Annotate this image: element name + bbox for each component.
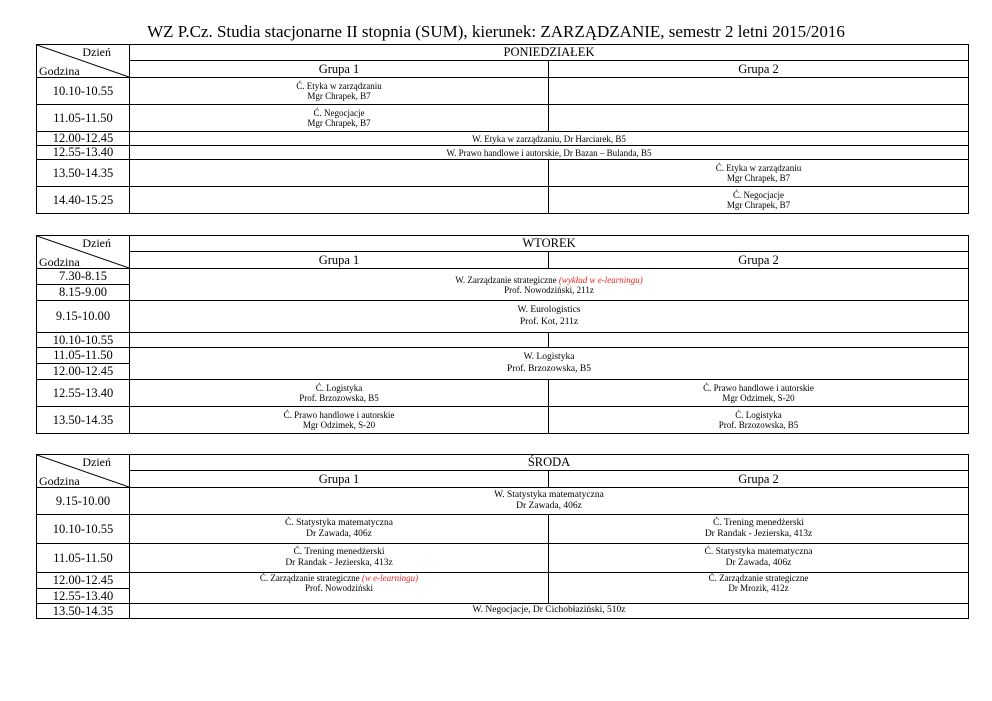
group-2-header: Grupa 2 xyxy=(549,471,969,488)
hour-cell: 7.30-8.15 xyxy=(37,269,130,285)
empty-cell xyxy=(130,160,549,187)
class-teacher-room: Dr Randak - Jezierska, 413z xyxy=(704,529,813,539)
table-corner-header xyxy=(37,45,130,78)
table-corner-header xyxy=(37,455,130,488)
group-1-header: Grupa 1 xyxy=(130,61,549,78)
class-teacher-room: Dr Mrozik, 412z xyxy=(728,583,789,593)
schedule-table-wednesday xyxy=(36,454,969,619)
class-cell-both-groups xyxy=(130,132,969,146)
hour-cell: 11.05-11.50 xyxy=(37,544,130,573)
empty-cell xyxy=(130,187,549,214)
class-title-text: W. Zarządzanie strategiczne xyxy=(455,274,559,285)
corner-hour-label: Godzina xyxy=(39,64,80,78)
class-cell-both-groups xyxy=(130,146,969,160)
group-2-header: Grupa 2 xyxy=(549,61,969,78)
schedule-table-tuesday xyxy=(36,235,969,434)
class-title: Ć. Prawo handlowe i autorskie xyxy=(703,383,814,393)
class-cell xyxy=(130,544,549,573)
class-title: Ć. Logistyka xyxy=(735,410,782,420)
class-title: Ć. Etyka w zarządzaniu xyxy=(715,163,802,173)
class-cell xyxy=(549,515,969,544)
class-cell xyxy=(130,573,549,604)
class-title: Ć. Trening menedżerski xyxy=(712,517,805,528)
class-title: Ć. Logistyka xyxy=(315,383,363,393)
class-cell xyxy=(549,160,969,187)
corner-hour-label: Godzina xyxy=(39,474,80,488)
class-cell xyxy=(130,78,549,105)
class-teacher-room: Mgr Odzimek, S-20 xyxy=(722,393,795,403)
schedule-table-monday xyxy=(36,44,969,214)
empty-cell xyxy=(130,333,549,348)
empty-cell xyxy=(549,78,969,105)
corner-day-label: Dzień xyxy=(82,236,111,250)
class-teacher-room: Prof. Nowodziński xyxy=(305,583,373,593)
class-title: Ć. Etyka w zarządzaniu xyxy=(296,81,382,91)
table-corner-header xyxy=(37,236,130,269)
class-cell xyxy=(549,187,969,214)
class-title xyxy=(130,275,968,285)
hour-cell: 10.10-10.55 xyxy=(37,515,130,544)
page-title: WZ P.Cz. Studia stacjonarne II stopnia (SUM), kierunek: ZARZĄDZANIE, semestr 2 letni 2015/2016 xyxy=(147,22,845,41)
corner-day-label: Dzień xyxy=(82,455,111,469)
class-teacher-room: Prof. Kot, 211z xyxy=(519,316,579,327)
class-teacher-room: Prof. Brzozowska, B5 xyxy=(718,420,799,430)
class-cell xyxy=(549,544,969,573)
class-cell xyxy=(130,407,549,434)
hour-cell: 12.00-12.45 xyxy=(37,132,130,146)
day-name-header: ŚRODA xyxy=(130,455,969,471)
corner-hour-label: Godzina xyxy=(39,255,80,269)
hour-cell: 14.40-15.25 xyxy=(37,187,130,214)
hour-cell: 13.50-14.35 xyxy=(37,407,130,434)
class-title: Ć. Negocjacje xyxy=(313,108,365,118)
class-cell-both-groups xyxy=(130,348,969,380)
hour-cell: 12.55-13.40 xyxy=(37,146,130,160)
class-cell-both-groups xyxy=(130,301,969,333)
class-teacher-room: Mgr Chrapek, B7 xyxy=(726,200,791,210)
class-cell xyxy=(130,105,549,132)
class-title: Ć. Statystyka matematyczna xyxy=(704,546,813,557)
class-title: W. Prawo handlowe i autorskie, Dr Bazan – Bulanda, B5 xyxy=(446,147,652,158)
hour-cell: 12.00-12.45 xyxy=(37,364,130,380)
empty-cell xyxy=(549,333,969,348)
class-teacher-room: Dr Zawada, 406z xyxy=(306,529,372,539)
hour-cell: 11.05-11.50 xyxy=(37,348,130,364)
day-name-header: WTOREK xyxy=(130,236,969,252)
class-teacher-room: Dr Zawada, 406z xyxy=(516,501,582,511)
class-title-text: Ć. Zarządzanie strategiczne xyxy=(259,573,362,583)
class-cell xyxy=(549,573,969,604)
class-title: W. Negocjacje, Dr Cichobłaziński, 510z xyxy=(472,605,626,616)
corner-day-label: Dzień xyxy=(82,45,111,59)
class-title: W. Eurologistics xyxy=(517,305,581,315)
hour-cell: 13.50-14.35 xyxy=(37,604,130,619)
class-teacher-room: Mgr Chrapek, B7 xyxy=(307,118,371,128)
class-teacher-room: Prof. Brzozowska, B5 xyxy=(507,363,591,374)
group-2-header: Grupa 2 xyxy=(549,252,969,269)
class-teacher-room: Prof. Brzozowska, B5 xyxy=(299,393,379,403)
empty-cell xyxy=(549,105,969,132)
class-teacher-room: Dr Randak - Jezierska, 413z xyxy=(285,558,393,568)
class-teacher-room: Dr Zawada, 406z xyxy=(725,558,792,568)
elearning-note: (wykład w e-learningu) xyxy=(558,274,643,285)
hour-cell: 10.10-10.55 xyxy=(37,78,130,105)
class-teacher-room: Mgr Odzimek, S-20 xyxy=(302,420,376,430)
class-title: W. Statystyka matematyczna xyxy=(494,489,604,500)
class-title: Ć. Trening menedżerski xyxy=(293,546,385,557)
class-title xyxy=(130,573,548,583)
class-cell xyxy=(130,515,549,544)
class-title: Ć. Prawo handlowe i autorskie xyxy=(283,410,395,420)
class-cell-both-groups xyxy=(130,604,969,619)
class-cell xyxy=(549,380,969,407)
class-cell-both-groups xyxy=(130,269,969,301)
class-teacher-room: Prof. Nowodziński, 211z xyxy=(504,284,594,295)
hour-cell: 12.00-12.45 xyxy=(37,573,130,589)
elearning-note: (w e-learningu) xyxy=(361,573,419,583)
hour-cell: 13.50-14.35 xyxy=(37,160,130,187)
class-title: Ć. Statystyka matematyczna xyxy=(285,517,393,528)
group-1-header: Grupa 1 xyxy=(130,471,549,488)
class-teacher-room: Mgr Chrapek, B7 xyxy=(726,173,791,183)
hour-cell: 12.55-13.40 xyxy=(37,589,130,604)
class-title: Ć. Zarządzanie strategiczne xyxy=(708,573,809,583)
class-cell-both-groups xyxy=(130,488,969,515)
group-1-header: Grupa 1 xyxy=(130,252,549,269)
class-cell xyxy=(130,380,549,407)
class-teacher-room: Mgr Chrapek, B7 xyxy=(307,91,371,101)
hour-cell: 8.15-9.00 xyxy=(37,285,130,301)
class-title: Ć. Negocjacje xyxy=(733,190,784,200)
day-name-header: PONIEDZIAŁEK xyxy=(130,45,969,61)
hour-cell: 11.05-11.50 xyxy=(37,105,130,132)
hour-cell: 10.10-10.55 xyxy=(37,333,130,348)
hour-cell: 9.15-10.00 xyxy=(37,488,130,515)
hour-cell: 9.15-10.00 xyxy=(37,301,130,333)
class-title: W. Etyka w zarządzaniu, Dr Harciarek, B5 xyxy=(472,133,626,144)
hour-cell: 12.55-13.40 xyxy=(37,380,130,407)
class-cell xyxy=(549,407,969,434)
class-title: W. Logistyka xyxy=(523,352,575,362)
